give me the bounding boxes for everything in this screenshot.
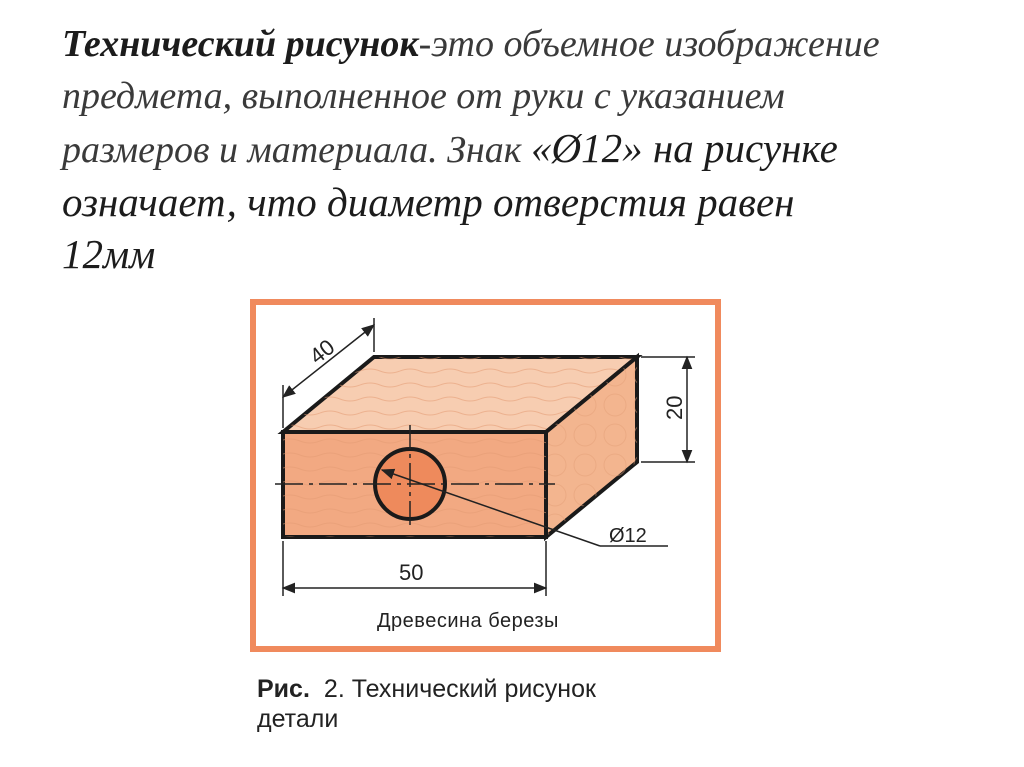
definition-line-1-rest: -это объемное изображение bbox=[418, 23, 880, 65]
dimension-length-label: 40 bbox=[304, 334, 340, 369]
caption-prefix: Рис. bbox=[257, 675, 310, 703]
hole-diameter-label: Ø12 bbox=[609, 525, 647, 547]
caption-number: 2 bbox=[323, 675, 338, 703]
definition-sign: «Ø12» bbox=[531, 125, 643, 171]
material-label: Древесина березы bbox=[377, 610, 559, 632]
figure-caption-line-2: детали bbox=[257, 705, 339, 733]
definition-line-3-end: на рисунке bbox=[642, 125, 838, 171]
definition-line-3-start: размеров и материала. Знак bbox=[62, 129, 532, 171]
figure-caption bbox=[257, 675, 597, 703]
definition-line-5: 12мм bbox=[62, 231, 156, 277]
dimension-height-label: 20 bbox=[662, 395, 687, 420]
dimension-width-label: 50 bbox=[399, 560, 424, 585]
definition-line-2: предмета, выполненное от руки с указанием bbox=[62, 75, 785, 117]
caption-text: . Технический рисунок bbox=[337, 675, 596, 703]
definition-line-4: означает, что диаметр отверстия равен bbox=[62, 179, 795, 225]
definition-term: Технический рисунок bbox=[62, 23, 419, 65]
